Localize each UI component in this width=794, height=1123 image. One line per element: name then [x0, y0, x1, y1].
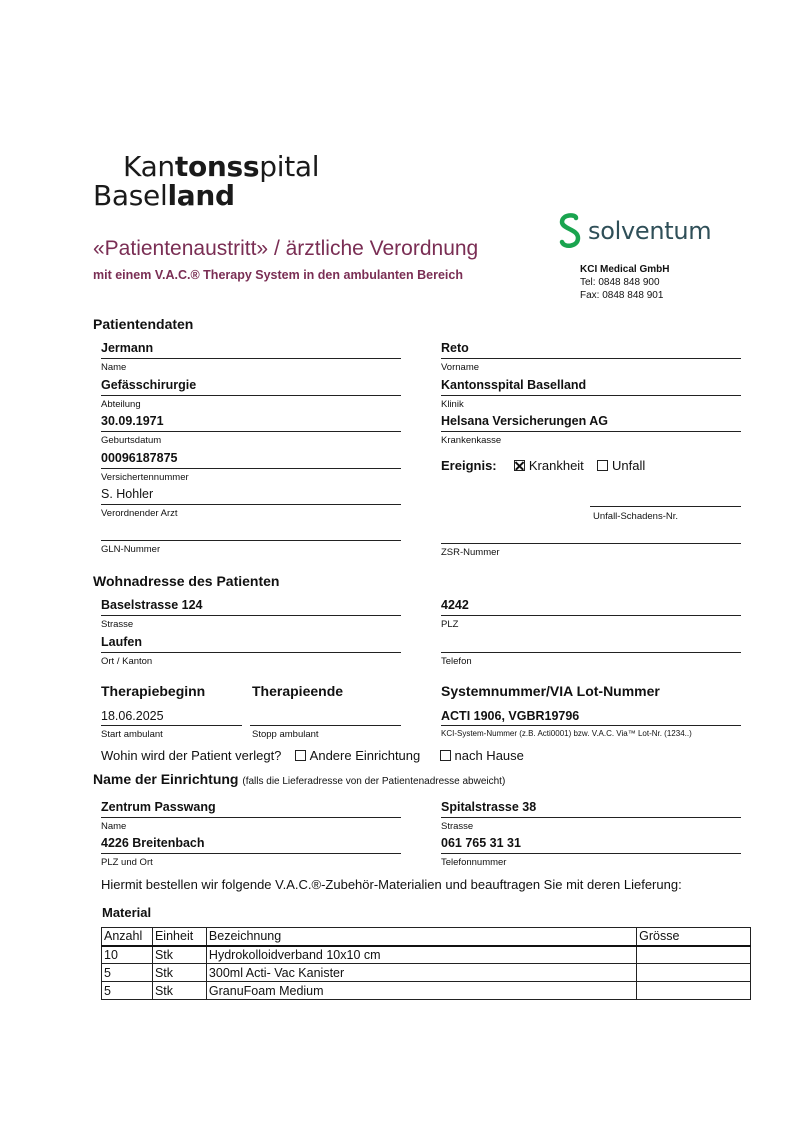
krankheit-checkbox[interactable]	[514, 460, 525, 471]
cell-anzahl[interactable]: 5	[102, 964, 153, 982]
vorname-label: Vorname	[441, 362, 480, 373]
unfall-nr-line[interactable]	[590, 506, 741, 507]
geburtsdatum-label: Geburtsdatum	[101, 435, 162, 446]
systemnummer-heading: Systemnummer/VIA Lot-Nummer	[441, 683, 660, 699]
cell-groesse[interactable]	[637, 982, 751, 1000]
header-einheit: Einheit	[152, 928, 206, 946]
ort-value[interactable]: Laufen	[101, 635, 142, 649]
krankenkasse-line	[441, 431, 741, 432]
einrichtung-name-line	[101, 817, 401, 818]
name-line	[101, 358, 401, 359]
document-title: «Patientenaustritt» / ärztliche Verordnung	[93, 237, 479, 260]
system-line	[441, 725, 741, 726]
einrichtung-name-value[interactable]: Zentrum Passwang	[101, 800, 216, 814]
plz-value[interactable]: 4242	[441, 598, 469, 612]
telefon-line[interactable]	[441, 652, 741, 653]
telefon-label: Telefon	[441, 656, 472, 667]
unfall-label: Unfall	[612, 458, 646, 473]
cell-einheit[interactable]: Stk	[152, 946, 206, 964]
material-header-row	[102, 928, 751, 946]
klinik-value[interactable]: Kantonsspital Baselland	[441, 378, 587, 392]
cell-einheit[interactable]: Stk	[152, 964, 206, 982]
start-value[interactable]: 18.06.2025	[101, 709, 164, 723]
gln-label: GLN-Nummer	[101, 544, 161, 555]
einrichtung-strasse-label: Strasse	[441, 821, 474, 832]
ort-label: Ort / Kanton	[101, 656, 153, 667]
krankheit-label: Krankheit	[528, 458, 584, 473]
cell-anzahl[interactable]: 10	[102, 946, 153, 964]
table-row	[102, 982, 751, 1000]
plz-label: PLZ	[441, 619, 459, 630]
gln-line[interactable]	[101, 540, 401, 541]
plz-line	[441, 615, 741, 616]
solventum-logo	[558, 212, 711, 250]
andere-einrichtung-label: Andere Einrichtung	[309, 748, 421, 763]
zsr-label: ZSR-Nummer	[441, 547, 500, 558]
stopp-label: Stopp ambulant	[252, 729, 319, 740]
start-label: Start ambulant	[101, 729, 163, 740]
solventum-s-icon	[558, 212, 582, 250]
zsr-line[interactable]	[441, 543, 741, 544]
cell-bezeichnung[interactable]: 300ml Acti- Vac Kanister	[206, 964, 636, 982]
ereignis-row	[441, 458, 645, 473]
krankenkasse-value[interactable]: Helsana Versicherungen AG	[441, 414, 608, 428]
therapiebeginn-heading: Therapiebeginn	[101, 683, 206, 699]
verlegt-question: Wohin wird der Patient verlegt?	[101, 748, 282, 763]
einrichtung-telefon-label: Telefonnummer	[441, 857, 507, 868]
einrichtung-heading: Name der Einrichtung	[93, 771, 239, 787]
kantonsspital-logo: Kantonsspital Baselland	[93, 150, 320, 212]
arzt-line	[101, 504, 401, 505]
abteilung-label: Abteilung	[101, 399, 141, 410]
einrichtung-plz-ort-line	[101, 853, 401, 854]
section-patientendaten: Patientendaten	[93, 316, 194, 332]
cell-groesse[interactable]	[637, 964, 751, 982]
table-row	[102, 946, 751, 964]
section-wohnadresse: Wohnadresse des Patienten	[93, 573, 280, 589]
material-table	[101, 927, 751, 1000]
abteilung-line	[101, 395, 401, 396]
therapieende-heading: Therapieende	[252, 683, 344, 699]
kci-contact-block	[580, 263, 669, 302]
vorname-value[interactable]: Reto	[441, 341, 469, 355]
system-label: KCI-System-Nummer (z.B. Acti0001) bzw. V.A.C. Via™ Lot-Nr. (1234..)	[441, 729, 692, 738]
geburtsdatum-line	[101, 431, 401, 432]
einrichtung-strasse-line	[441, 817, 741, 818]
einrichtung-note: (falls die Lieferadresse von der Patientenadresse abweicht)	[242, 776, 506, 787]
geburtsdatum-value[interactable]: 30.09.1971	[101, 414, 164, 428]
verlegt-row	[101, 748, 524, 763]
cell-einheit[interactable]: Stk	[152, 982, 206, 1000]
cell-groesse[interactable]	[637, 946, 751, 964]
kci-name: KCI Medical GmbH	[580, 264, 670, 275]
document-subtitle: mit einem V.A.C.® Therapy System in den ambulanten Bereich	[93, 268, 463, 282]
solventum-wordmark: solventum	[588, 217, 712, 245]
einrichtung-plz-ort-label: PLZ und Ort	[101, 857, 153, 868]
material-heading: Material	[102, 905, 152, 920]
header-bezeichnung: Bezeichnung	[206, 928, 636, 946]
vorname-line	[441, 358, 741, 359]
klinik-label: Klinik	[441, 399, 464, 410]
table-row	[102, 964, 751, 982]
nach-hause-checkbox[interactable]	[440, 750, 451, 761]
cell-bezeichnung[interactable]: Hydrokolloidverband 10x10 cm	[206, 946, 636, 964]
ort-line	[101, 652, 401, 653]
order-text: Hiermit bestellen wir folgende V.A.C.®-Zubehör-Materialien und beauftragen Sie mit deren Lieferung:	[101, 877, 682, 892]
einrichtung-plz-ort-value[interactable]: 4226 Breitenbach	[101, 836, 205, 850]
versichertennummer-value[interactable]: 00096187875	[101, 451, 178, 465]
einrichtung-telefon-value[interactable]: 061 765 31 31	[441, 836, 521, 850]
strasse-label: Strasse	[101, 619, 134, 630]
einrichtung-strasse-value[interactable]: Spitalstrasse 38	[441, 800, 537, 814]
klinik-line	[441, 395, 741, 396]
ereignis-label: Ereignis:	[441, 458, 497, 473]
cell-anzahl[interactable]: 5	[102, 982, 153, 1000]
arzt-label: Verordnender Arzt	[101, 508, 178, 519]
name-value[interactable]: Jermann	[101, 341, 154, 355]
einrichtung-name-label: Name	[101, 821, 127, 832]
nach-hause-label: nach Hause	[454, 748, 524, 763]
header-groesse: Grösse	[637, 928, 751, 946]
einrichtung-telefon-line	[441, 853, 741, 854]
header-anzahl: Anzahl	[102, 928, 153, 946]
start-line	[101, 725, 242, 726]
kci-fax: Fax: 0848 848 901	[580, 290, 664, 301]
unfall-nr-label: Unfall-Schadens-Nr.	[593, 511, 679, 522]
unfall-checkbox[interactable]	[597, 460, 608, 471]
krankenkasse-label: Krankenkasse	[441, 435, 502, 446]
cell-bezeichnung[interactable]: GranuFoam Medium	[206, 982, 636, 1000]
strasse-line	[101, 615, 401, 616]
versichertennummer-label: Versichertennummer	[101, 472, 189, 483]
kci-tel: Tel: 0848 848 900	[580, 277, 660, 288]
andere-einrichtung-checkbox[interactable]	[295, 750, 306, 761]
arzt-value[interactable]: S. Hohler	[101, 487, 154, 501]
system-value[interactable]: ACTI 1906, VGBR19796	[441, 709, 580, 723]
abteilung-value[interactable]: Gefässchirurgie	[101, 378, 197, 392]
section-einrichtung	[93, 771, 505, 787]
name-label: Name	[101, 362, 127, 373]
versichertennummer-line	[101, 468, 401, 469]
stopp-line[interactable]	[250, 725, 401, 726]
strasse-value[interactable]: Baselstrasse 124	[101, 598, 203, 612]
